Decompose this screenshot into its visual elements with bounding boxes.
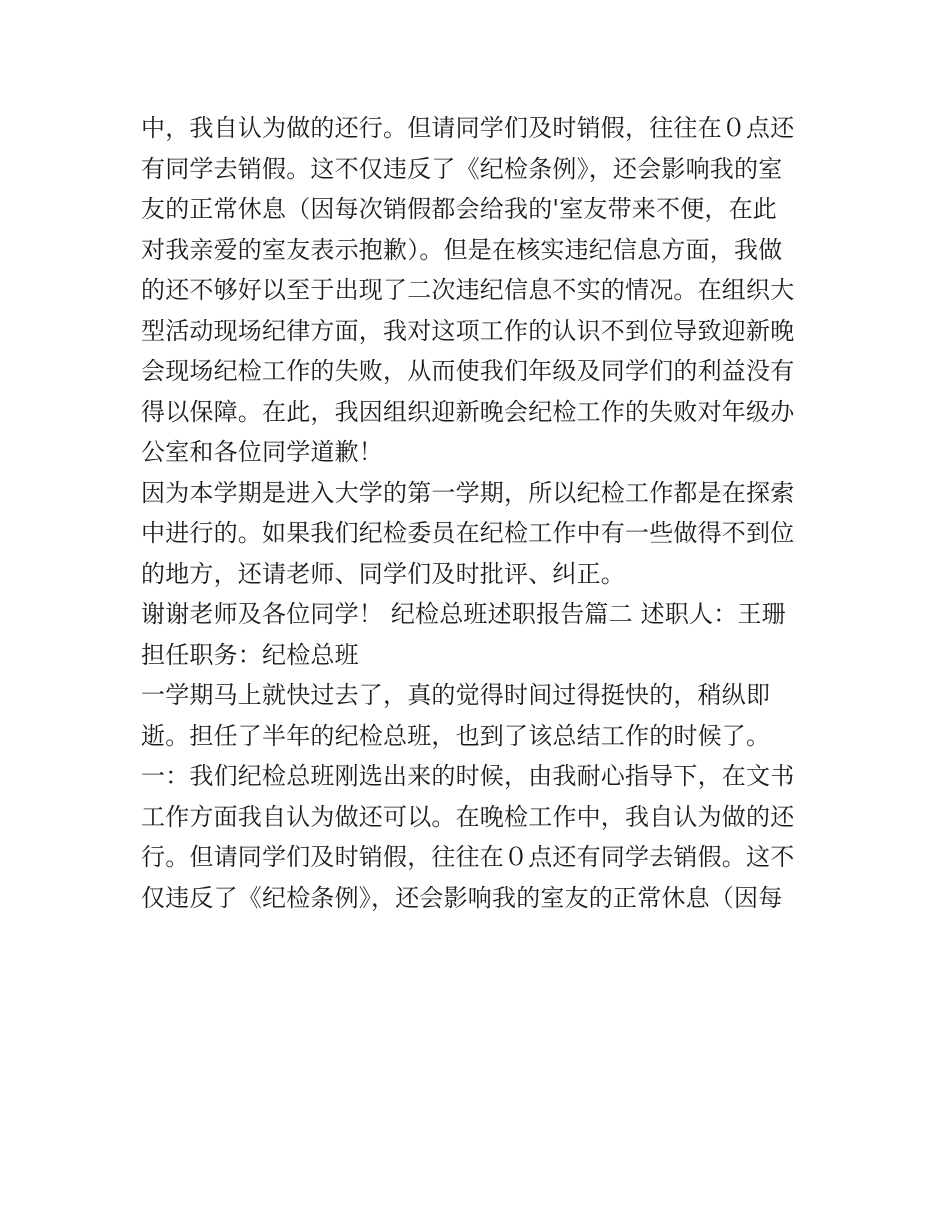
text-line: 的地方，还请老师、同学们及时批评、纠正。 <box>141 559 625 588</box>
text-line: 担任职务：纪检总班 <box>141 640 359 669</box>
text-line: 友的正常休息（因每次销假都会给我的'室友带来不便，在此 <box>141 195 777 223</box>
text-line: 的还不够好以至于出现了二次违纪信息不实的情况。在组织大 <box>141 276 795 304</box>
text-line: 一学期马上就快过去了，真的觉得时间过得挺快的，稍纵即 <box>141 681 771 709</box>
text-line: 因为本学期是进入大学的第一学期，所以纪检工作都是在探索 <box>141 478 795 507</box>
text-line: 工作方面我自认为做还可以。在晚检工作中，我自认为做的还 <box>141 802 795 831</box>
text-line: 行。但请同学们及时销假，往往在０点还有同学去销假。这不 <box>141 843 795 871</box>
text-line: 会现场纪检工作的失败，从而使我们年级及同学们的利益没有 <box>141 357 795 385</box>
text-line: 谢谢老师及各位同学！ 纪检总班述职报告篇二 述职人：王珊 <box>141 600 786 628</box>
text-line: 公室和各位同学道歉！ <box>141 438 383 466</box>
text-line: 逝。担任了半年的纪检总班，也到了该总结工作的时候了。 <box>141 721 771 750</box>
text-line: 有同学去销假。这不仅违反了《纪检条例》，还会影响我的室 <box>141 154 783 183</box>
text-line: 得以保障。在此，我因组织迎新晚会纪检工作的失败对年级办 <box>141 397 795 426</box>
text-line: 中进行的。如果我们纪检委员在纪检工作中有一些做得不到位 <box>141 519 795 547</box>
text-line: 对我亲爱的室友表示抱歉）。但是在核实违纪信息方面，我做 <box>141 235 783 264</box>
text-line: 中，我自认为做的还行。但请同学们及时销假，往往在０点还 <box>141 114 795 142</box>
text-line: 仅违反了《纪检条例》，还会影响我的室友的正常休息（因每 <box>141 883 783 912</box>
body-text <box>141 108 821 918</box>
text-line: 一：我们纪检总班刚选出来的时候，由我耐心指导下，在文书 <box>141 762 795 790</box>
text-line: 型活动现场纪律方面，我对这项工作的认识不到位导致迎新晚 <box>141 316 795 345</box>
